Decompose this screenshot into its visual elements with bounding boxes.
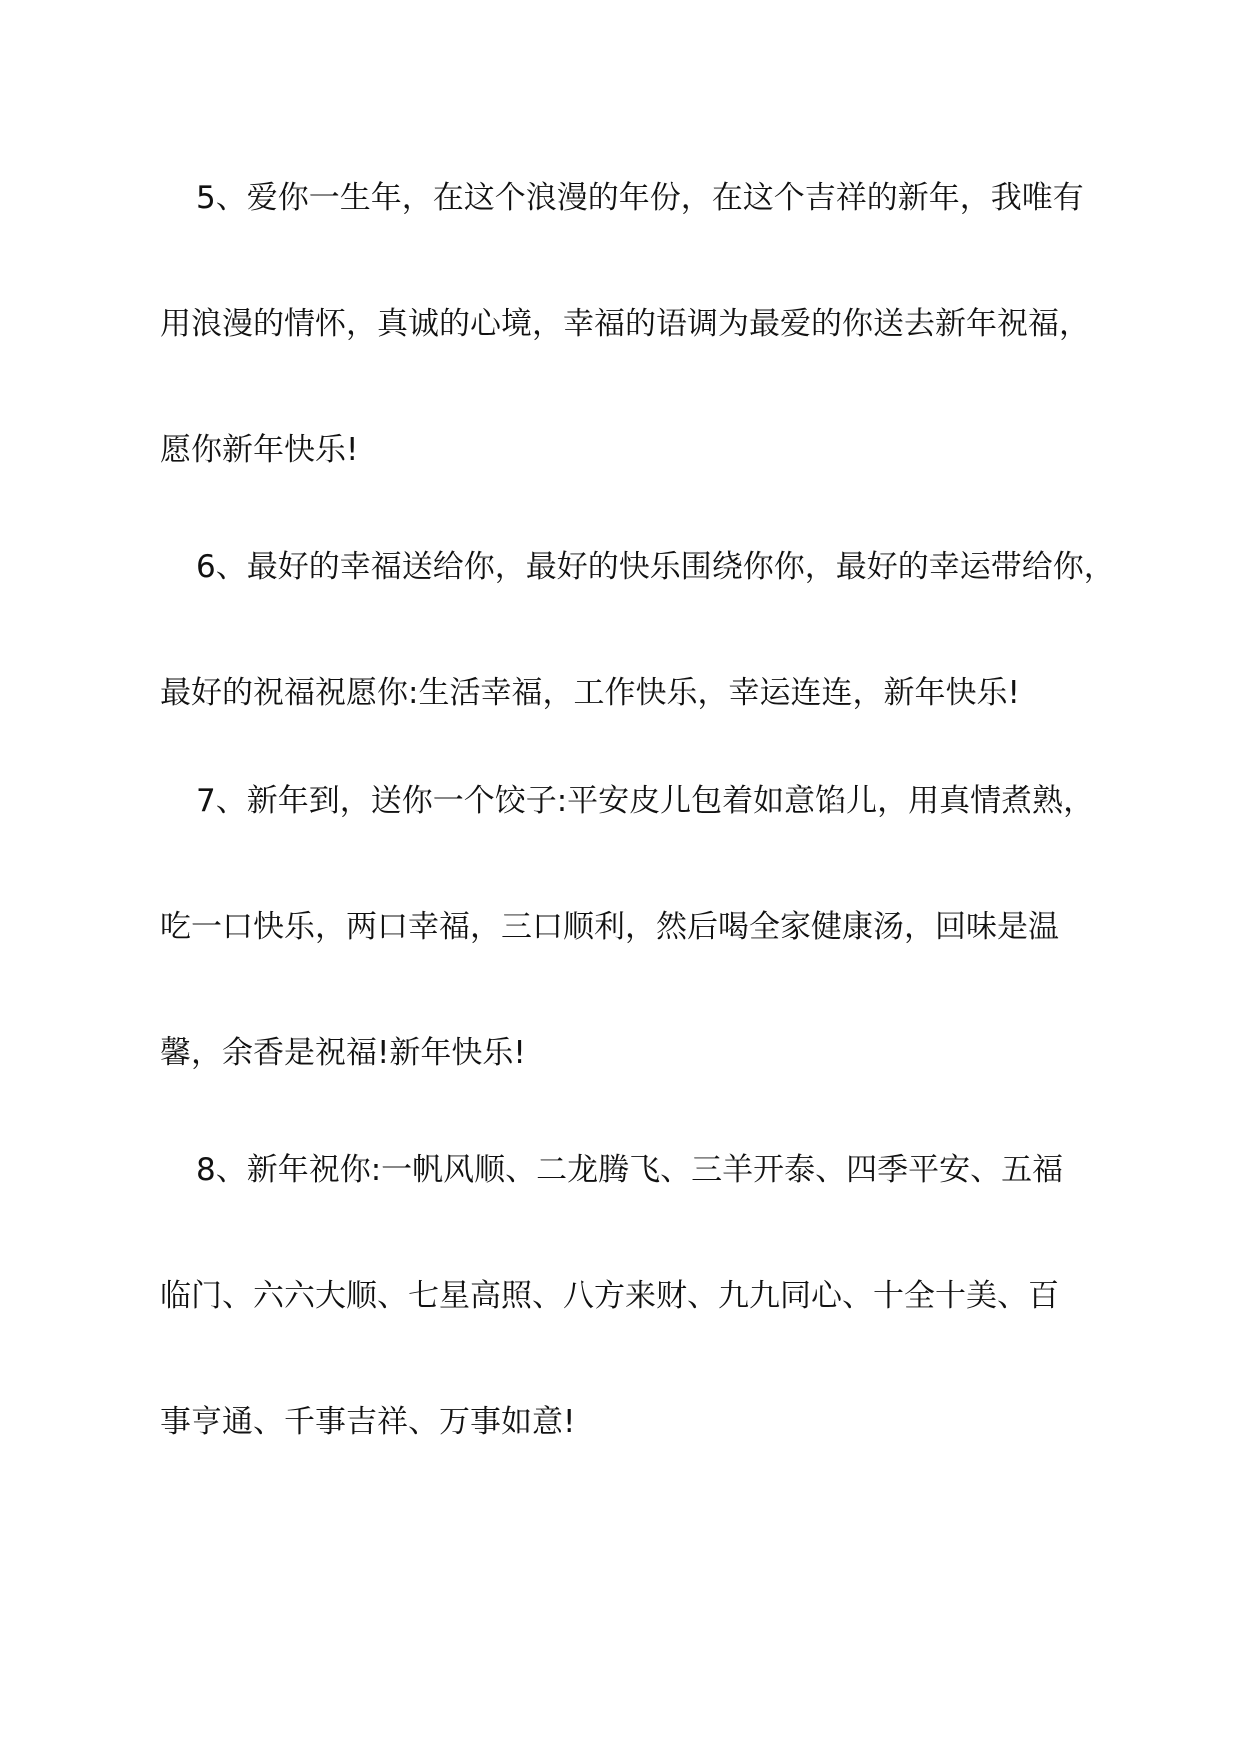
paragraph-8-line-2: 临门、六六大顺、七星高照、八方来财、九九同心、十全十美、百: [160, 1278, 1059, 1314]
paragraph-5-line-3: 愿你新年快乐!: [160, 432, 359, 468]
paragraph-5-line-2: 用浪漫的情怀，真诚的心境，幸福的语调为最爱的你送去新年祝福，: [160, 306, 1090, 342]
paragraph-5-line-1: 5、爱你一生年，在这个浪漫的年份，在这个吉祥的新年，我唯有: [196, 180, 1084, 216]
paragraph-7-line-1: 7、新年到，送你一个饺子:平安皮儿包着如意馅儿，用真情煮熟，: [196, 783, 1095, 819]
paragraph-6-line-2: 最好的祝福祝愿你:生活幸福，工作快乐，幸运连连，新年快乐!: [160, 675, 1020, 711]
paragraph-6-line-1: 6、最好的幸福送给你，最好的快乐围绕你你，最好的幸运带给你，: [196, 549, 1115, 585]
paragraph-7-line-2: 吃一口快乐，两口幸福，三口顺利，然后喝全家健康汤，回味是温: [160, 909, 1059, 945]
paragraph-8-line-3: 事亨通、千事吉祥、万事如意!: [160, 1404, 576, 1440]
paragraph-7-line-3: 馨，余香是祝福!新年快乐!: [160, 1035, 526, 1071]
paragraph-8-line-1: 8、新年祝你:一帆风顺、二龙腾飞、三羊开泰、四季平安、五福: [196, 1152, 1064, 1188]
